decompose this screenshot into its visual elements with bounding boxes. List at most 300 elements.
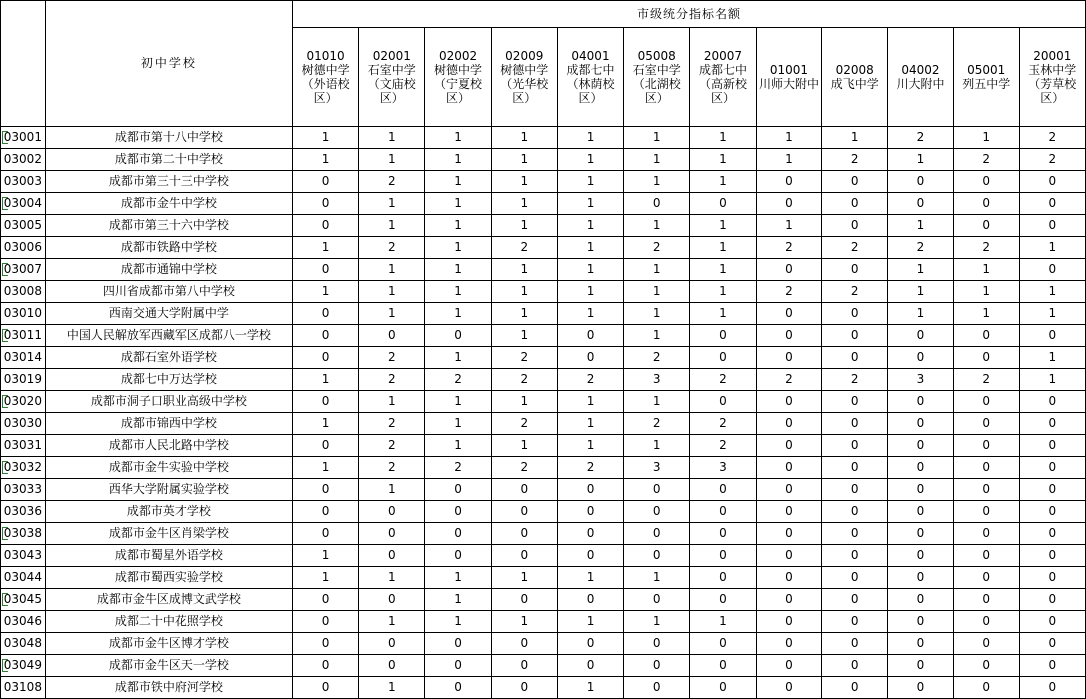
- quota-cell: 0: [557, 347, 623, 369]
- quota-cell: 0: [491, 633, 557, 655]
- quota-cell: 1: [690, 127, 756, 149]
- quota-cell: 2: [425, 457, 491, 479]
- table-row[interactable]: [1, 611, 1086, 633]
- quota-cell: 1: [425, 347, 491, 369]
- quota-cell: 1: [1019, 237, 1085, 259]
- quota-cell: 0: [425, 545, 491, 567]
- quota-cell: 1: [1019, 347, 1085, 369]
- quota-cell: 2: [822, 237, 888, 259]
- quota-cell: 0: [822, 545, 888, 567]
- quota-cell: 0: [756, 259, 822, 281]
- table-row[interactable]: [1, 391, 1086, 413]
- quota-cell: 0: [292, 479, 358, 501]
- table-row[interactable]: [1, 171, 1086, 193]
- row-code: 03003: [1, 171, 46, 193]
- column-header-code: 05001: [967, 62, 1006, 77]
- table-row[interactable]: [1, 457, 1086, 479]
- quota-cell: 1: [756, 127, 822, 149]
- quota-cell: 1: [491, 325, 557, 347]
- quota-cell: 0: [690, 347, 756, 369]
- quota-cell: 0: [888, 545, 954, 567]
- quota-cell: 0: [888, 325, 954, 347]
- quota-cell: 1: [557, 281, 623, 303]
- column-header-code: 01001: [769, 62, 809, 77]
- quota-cell: 0: [292, 171, 358, 193]
- column-header-name: 成都七中（林荫校区）: [566, 62, 615, 106]
- quota-cell: 0: [822, 567, 888, 589]
- quota-cell: 0: [953, 501, 1019, 523]
- quota-cell: 0: [1019, 501, 1085, 523]
- quota-cell: 1: [557, 391, 623, 413]
- quota-cell: 0: [756, 391, 822, 413]
- quota-cell: 1: [690, 215, 756, 237]
- quota-cell: 1: [557, 677, 623, 699]
- row-code: 03032: [1, 457, 46, 479]
- quota-cell: 0: [822, 589, 888, 611]
- table-row[interactable]: [1, 655, 1086, 677]
- quota-cell: 2: [690, 413, 756, 435]
- quota-cell: 0: [1019, 457, 1085, 479]
- quota-cell: 0: [624, 589, 690, 611]
- quota-cell: 2: [822, 369, 888, 391]
- quota-cell: 0: [953, 391, 1019, 413]
- quota-cell: 0: [292, 347, 358, 369]
- quota-cell: 0: [888, 413, 954, 435]
- quota-cell: 1: [425, 611, 491, 633]
- quota-cell: 0: [624, 501, 690, 523]
- quota-cell: 0: [953, 523, 1019, 545]
- quota-cell: 1: [292, 567, 358, 589]
- quota-cell: 0: [1019, 193, 1085, 215]
- quota-cell: 0: [888, 479, 954, 501]
- row-code: 03007: [1, 259, 46, 281]
- quota-cell: 0: [292, 215, 358, 237]
- quota-cell: 0: [822, 259, 888, 281]
- column-header-05001: [953, 28, 1019, 127]
- quota-cell: 0: [624, 523, 690, 545]
- quota-cell: 0: [557, 325, 623, 347]
- quota-cell: 0: [756, 193, 822, 215]
- quota-cell: 0: [756, 325, 822, 347]
- quota-cell: 0: [888, 391, 954, 413]
- table-header: [1, 1, 1086, 127]
- row-code: 03004: [1, 193, 46, 215]
- quota-cell: 1: [888, 259, 954, 281]
- quota-cell: 1: [425, 391, 491, 413]
- row-code: 03045: [1, 589, 46, 611]
- quota-cell: 2: [359, 457, 425, 479]
- quota-cell: 1: [624, 611, 690, 633]
- quota-cell: 0: [888, 589, 954, 611]
- quota-cell: 2: [1019, 127, 1085, 149]
- quota-cell: 0: [756, 589, 822, 611]
- quota-cell: 2: [359, 413, 425, 435]
- quota-cell: 0: [756, 347, 822, 369]
- row-school-name: 四川省成都市第八中学校: [45, 281, 292, 303]
- quota-cell: 1: [425, 127, 491, 149]
- quota-cell: 1: [425, 589, 491, 611]
- quota-cell: 0: [690, 545, 756, 567]
- quota-cell: 0: [756, 655, 822, 677]
- quota-cell: 1: [624, 171, 690, 193]
- quota-cell: 0: [292, 655, 358, 677]
- row-school-name: 成都二十中花照学校: [45, 611, 292, 633]
- column-header-code: 02008: [835, 62, 874, 77]
- table-row[interactable]: [1, 589, 1086, 611]
- quota-cell: 0: [822, 193, 888, 215]
- row-code: 03108: [1, 677, 46, 699]
- quota-cell: 1: [292, 457, 358, 479]
- table-row[interactable]: [1, 501, 1086, 523]
- quota-cell: 1: [425, 281, 491, 303]
- column-header-02008: [822, 28, 888, 127]
- quota-cell: 0: [756, 611, 822, 633]
- quota-cell: 0: [953, 171, 1019, 193]
- quota-cell: 0: [557, 545, 623, 567]
- quota-cell: 0: [953, 435, 1019, 457]
- quota-cell: 1: [425, 259, 491, 281]
- row-school-name: 成都市金牛区肖梁学校: [45, 523, 292, 545]
- table-row[interactable]: [1, 127, 1086, 149]
- table-row[interactable]: [1, 369, 1086, 391]
- row-code: 03001: [1, 127, 46, 149]
- quota-cell: 1: [359, 127, 425, 149]
- table-row[interactable]: [1, 567, 1086, 589]
- table-row[interactable]: [1, 259, 1086, 281]
- quota-cell: 1: [557, 611, 623, 633]
- row-school-name: 成都市金牛区成博文武学校: [45, 589, 292, 611]
- row-school-name: 成都市第三十三中学校: [45, 171, 292, 193]
- quota-cell: 0: [359, 589, 425, 611]
- column-header-code: 05008: [637, 48, 676, 63]
- quota-cell: 0: [756, 545, 822, 567]
- quota-cell: 0: [1019, 633, 1085, 655]
- quota-cell: 0: [359, 523, 425, 545]
- column-header-04002: [888, 28, 954, 127]
- quota-cell: 1: [359, 567, 425, 589]
- quota-cell: 1: [690, 237, 756, 259]
- quota-cell: 0: [953, 589, 1019, 611]
- header-group-title: 市级统分指标名额: [292, 1, 1085, 28]
- quota-cell: 0: [292, 501, 358, 523]
- quota-cell: 1: [888, 281, 954, 303]
- row-code: 03036: [1, 501, 46, 523]
- quota-cell: 0: [953, 413, 1019, 435]
- quota-cell: 0: [953, 655, 1019, 677]
- quota-cell: 0: [822, 457, 888, 479]
- quota-cell: 2: [359, 435, 425, 457]
- row-school-name: 成都市铁路中学校: [45, 237, 292, 259]
- table-row[interactable]: [1, 325, 1086, 347]
- quota-cell: 0: [425, 501, 491, 523]
- quota-cell: 0: [822, 523, 888, 545]
- table-row[interactable]: [1, 237, 1086, 259]
- quota-cell: 1: [756, 149, 822, 171]
- quota-cell: 0: [557, 633, 623, 655]
- quota-cell: 0: [822, 611, 888, 633]
- quota-cell: 1: [624, 149, 690, 171]
- table-row[interactable]: [1, 303, 1086, 325]
- quota-cell: 1: [359, 259, 425, 281]
- row-code: 03038: [1, 523, 46, 545]
- row-school-name: 成都市锦西中学校: [45, 413, 292, 435]
- column-header-code: 20007: [703, 48, 743, 63]
- quota-cell: 0: [888, 193, 954, 215]
- table-row[interactable]: [1, 545, 1086, 567]
- quota-cell: 2: [756, 369, 822, 391]
- quota-cell: 0: [888, 171, 954, 193]
- quota-cell: 1: [557, 303, 623, 325]
- quota-cell: 1: [359, 479, 425, 501]
- quota-cell: 1: [690, 281, 756, 303]
- column-header-name: 成都七中（高新校区）: [698, 62, 747, 106]
- quota-cell: 1: [557, 127, 623, 149]
- quota-cell: 0: [1019, 567, 1085, 589]
- quota-cell: 0: [1019, 259, 1085, 281]
- quota-cell: 1: [491, 127, 557, 149]
- quota-cell: 1: [359, 391, 425, 413]
- quota-cell: 0: [690, 655, 756, 677]
- row-school-name: 成都市蜀西实验学校: [45, 567, 292, 589]
- quota-cell: 1: [690, 611, 756, 633]
- quota-cell: 1: [491, 259, 557, 281]
- quota-cell: 1: [888, 215, 954, 237]
- quota-cell: 2: [425, 369, 491, 391]
- quota-cell: 2: [624, 237, 690, 259]
- table-row[interactable]: [1, 479, 1086, 501]
- quota-cell: 1: [690, 259, 756, 281]
- quota-cell: 1: [292, 413, 358, 435]
- quota-cell: 1: [953, 259, 1019, 281]
- quota-cell: 0: [953, 325, 1019, 347]
- quota-cell: 0: [624, 633, 690, 655]
- quota-cell: 0: [491, 677, 557, 699]
- quota-cell: 2: [756, 281, 822, 303]
- quota-cell: 1: [624, 303, 690, 325]
- quota-cell: 1: [292, 369, 358, 391]
- quota-cell: 1: [1019, 369, 1085, 391]
- quota-cell: 0: [822, 391, 888, 413]
- column-header-name: 树德中学（宁夏校区）: [434, 62, 483, 106]
- quota-cell: 1: [491, 435, 557, 457]
- quota-cell: 0: [953, 545, 1019, 567]
- quota-cell: 0: [822, 325, 888, 347]
- quota-cell: 0: [292, 611, 358, 633]
- row-school-name: 成都市金牛区天一学校: [45, 655, 292, 677]
- quota-cell: 1: [1019, 303, 1085, 325]
- quota-cell: 2: [491, 347, 557, 369]
- quota-cell: 1: [953, 127, 1019, 149]
- quota-cell: 0: [822, 171, 888, 193]
- quota-cell: 0: [292, 435, 358, 457]
- table-row[interactable]: [1, 523, 1086, 545]
- quota-cell: 1: [690, 303, 756, 325]
- quota-cell: 2: [888, 127, 954, 149]
- quota-cell: 0: [690, 479, 756, 501]
- quota-cell: 0: [953, 611, 1019, 633]
- quota-cell: 0: [292, 677, 358, 699]
- quota-cell: 1: [624, 325, 690, 347]
- table-row[interactable]: [1, 193, 1086, 215]
- quota-cell: 0: [1019, 391, 1085, 413]
- row-school-name: 成都市人民北路中学校: [45, 435, 292, 457]
- row-code: 03008: [1, 281, 46, 303]
- table-row[interactable]: [1, 215, 1086, 237]
- quota-cell: 0: [292, 523, 358, 545]
- quota-cell: 1: [425, 237, 491, 259]
- quota-cell: 1: [624, 127, 690, 149]
- quota-cell: 1: [624, 259, 690, 281]
- quota-cell: 0: [953, 677, 1019, 699]
- table-body: [1, 127, 1086, 699]
- quota-cell: 0: [822, 435, 888, 457]
- quota-cell: 1: [624, 391, 690, 413]
- quota-cell: 0: [624, 655, 690, 677]
- quota-cell: 0: [888, 655, 954, 677]
- row-code: 03010: [1, 303, 46, 325]
- quota-cell: 0: [1019, 325, 1085, 347]
- quota-cell: 1: [359, 281, 425, 303]
- quota-cell: 0: [292, 633, 358, 655]
- quota-cell: 2: [491, 413, 557, 435]
- row-school-name: 成都市金牛区博才学校: [45, 633, 292, 655]
- row-code: 03031: [1, 435, 46, 457]
- row-school-name: 成都市金牛实验中学校: [45, 457, 292, 479]
- quota-cell: 0: [1019, 589, 1085, 611]
- quota-cell: 0: [425, 523, 491, 545]
- column-header-name: 玉林中学（芳草校区）: [1028, 62, 1077, 106]
- quota-cell: 0: [425, 655, 491, 677]
- table-row[interactable]: [1, 435, 1086, 457]
- row-code: 03044: [1, 567, 46, 589]
- row-code: 03043: [1, 545, 46, 567]
- quota-cell: 0: [822, 347, 888, 369]
- quota-cell: 1: [491, 149, 557, 171]
- quota-cell: 0: [359, 501, 425, 523]
- column-header-code: 20001: [1033, 48, 1072, 63]
- table-row[interactable]: [1, 347, 1086, 369]
- column-header-code: 04001: [571, 48, 610, 63]
- quota-cell: 0: [690, 633, 756, 655]
- row-school-name: 中国人民解放军西藏军区成都八一学校: [45, 325, 292, 347]
- quota-cell: 1: [491, 215, 557, 237]
- quota-cell: 3: [888, 369, 954, 391]
- row-code: 03049: [1, 655, 46, 677]
- quota-cell: 1: [624, 215, 690, 237]
- quota-cell: 0: [953, 215, 1019, 237]
- quota-cell: 2: [359, 369, 425, 391]
- table-row[interactable]: [1, 281, 1086, 303]
- quota-cell: 0: [624, 545, 690, 567]
- quota-cell: 2: [690, 435, 756, 457]
- row-code: 03019: [1, 369, 46, 391]
- quota-cell: 2: [491, 369, 557, 391]
- column-header-code: 02009: [505, 48, 544, 63]
- quota-cell: 0: [888, 677, 954, 699]
- quota-cell: 3: [624, 457, 690, 479]
- quota-cell: 2: [359, 171, 425, 193]
- row-school-name: 成都市蜀星外语学校: [45, 545, 292, 567]
- row-code: 03020: [1, 391, 46, 413]
- quota-cell: 0: [756, 523, 822, 545]
- quota-cell: 1: [690, 171, 756, 193]
- row-code: 03006: [1, 237, 46, 259]
- row-school-name: 成都市铁中府河学校: [45, 677, 292, 699]
- quota-cell: 0: [888, 611, 954, 633]
- row-school-name: 西南交通大学附属中学: [45, 303, 292, 325]
- quota-cell: 0: [690, 567, 756, 589]
- quota-cell: 2: [953, 237, 1019, 259]
- row-code: 03046: [1, 611, 46, 633]
- quota-cell: 1: [359, 611, 425, 633]
- quota-cell: 2: [822, 149, 888, 171]
- quota-cell: 1: [491, 567, 557, 589]
- quota-cell: 0: [491, 545, 557, 567]
- quota-cell: 0: [953, 457, 1019, 479]
- quota-cell: 1: [624, 281, 690, 303]
- quota-cell: 2: [1019, 149, 1085, 171]
- quota-cell: 0: [292, 193, 358, 215]
- column-header-02002: [425, 28, 491, 127]
- quota-cell: 1: [359, 149, 425, 171]
- quota-cell: 1: [557, 149, 623, 171]
- quota-cell: 1: [425, 567, 491, 589]
- column-header-01001: [756, 28, 822, 127]
- quota-cell: 1: [557, 259, 623, 281]
- table-row[interactable]: [1, 633, 1086, 655]
- quota-cell: 0: [557, 479, 623, 501]
- quota-cell: 2: [359, 347, 425, 369]
- column-header-name: 石室中学（北湖校区）: [632, 62, 681, 106]
- quota-cell: 0: [756, 501, 822, 523]
- row-code: 03033: [1, 479, 46, 501]
- header-code-corner: [1, 1, 46, 127]
- column-header-code: 04002: [901, 62, 940, 77]
- quota-cell: 0: [491, 479, 557, 501]
- quota-cell: 1: [359, 215, 425, 237]
- quota-cell: 0: [1019, 523, 1085, 545]
- quota-cell: 2: [557, 457, 623, 479]
- quota-cell: 0: [888, 633, 954, 655]
- table-row[interactable]: [1, 677, 1086, 699]
- quota-cell: 1: [491, 611, 557, 633]
- quota-cell: 1: [557, 567, 623, 589]
- quota-cell: 0: [425, 677, 491, 699]
- quota-cell: 0: [1019, 677, 1085, 699]
- quota-cell: 0: [690, 677, 756, 699]
- quota-cell: 1: [425, 303, 491, 325]
- column-header-name: 列五中学: [962, 77, 1011, 91]
- table-row[interactable]: [1, 149, 1086, 171]
- table-row[interactable]: [1, 413, 1086, 435]
- quota-cell: 0: [822, 303, 888, 325]
- quota-cell: 0: [557, 501, 623, 523]
- quota-cell: 0: [491, 655, 557, 677]
- column-header-name: 川师大附中: [758, 77, 819, 91]
- quota-cell: 0: [1019, 413, 1085, 435]
- quota-cell: 0: [953, 633, 1019, 655]
- quota-cell: 1: [292, 545, 358, 567]
- quota-cell: 0: [491, 501, 557, 523]
- header-school-corner: 初中学校: [45, 1, 292, 127]
- quota-cell: 0: [690, 193, 756, 215]
- quota-cell: 0: [292, 259, 358, 281]
- quota-cell: 1: [557, 237, 623, 259]
- quota-cell: 0: [690, 391, 756, 413]
- column-header-20001: [1019, 28, 1085, 127]
- quota-cell: 0: [756, 677, 822, 699]
- quota-cell: 0: [888, 457, 954, 479]
